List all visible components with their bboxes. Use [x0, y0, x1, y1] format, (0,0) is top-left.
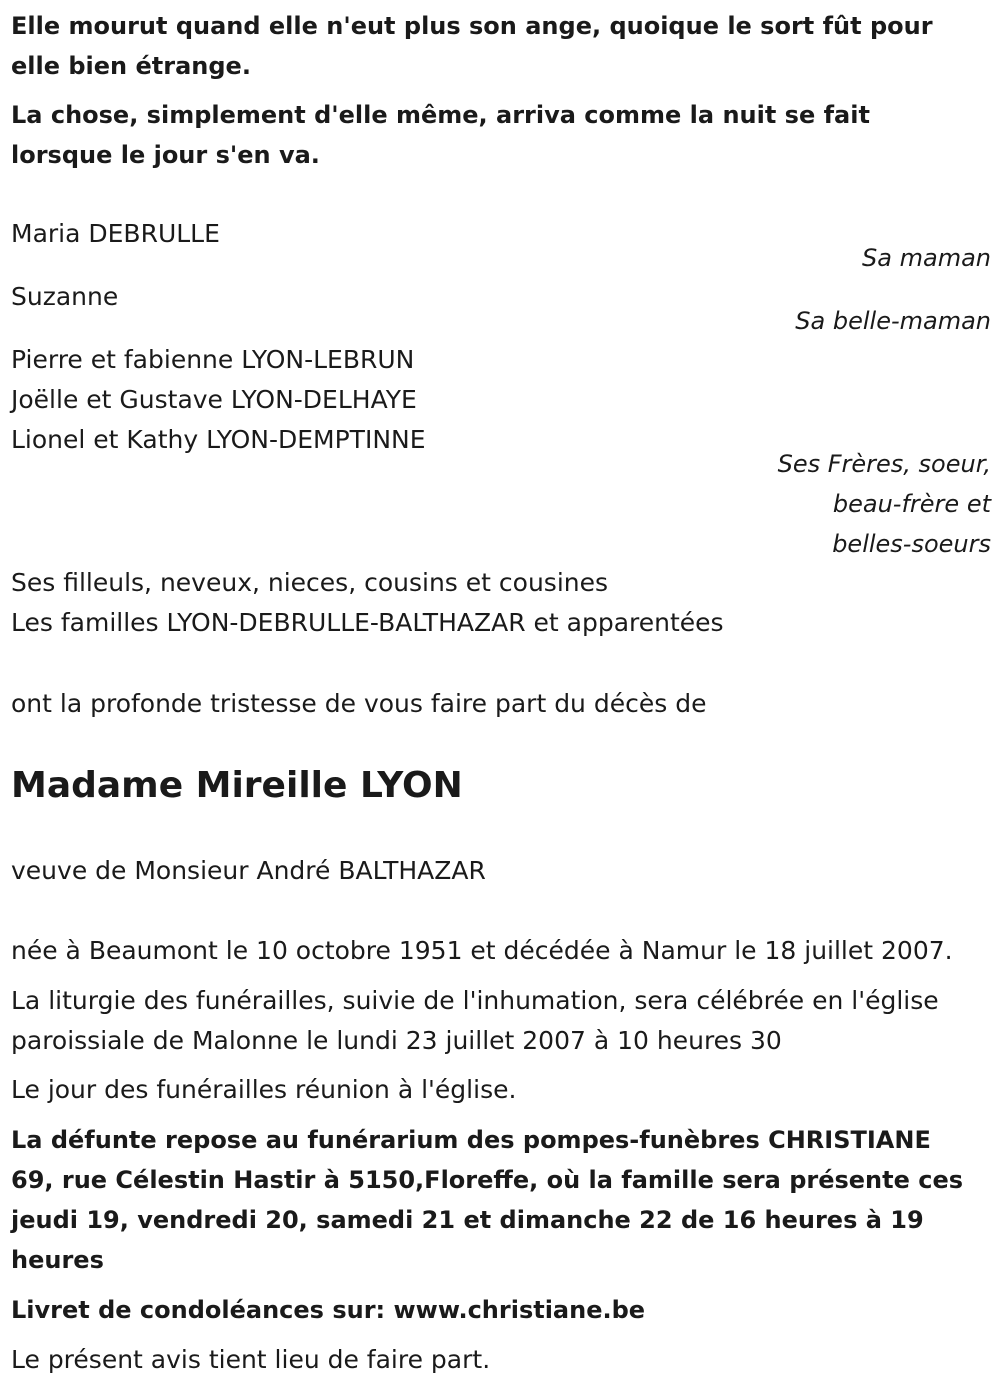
others-line-1: Ses filleuls, neveux, nieces, cousins et cousines — [11, 568, 609, 597]
poem-line-3: La chose, simplement d'elle même, arriva comme la nuit se fait — [11, 101, 870, 129]
announcement: ont la profonde tristesse de vous faire part du décès de — [11, 689, 707, 718]
mother-name: Maria DEBRULLE — [11, 219, 220, 248]
others-line-2: Les familles LYON-DEBRULLE-BALTHAZAR et apparentées — [11, 608, 724, 637]
liturgy-line-1: La liturgie des funérailles, suivie de l'inhumation, sera célébrée en l'église — [11, 986, 939, 1015]
meeting: Le jour des funérailles réunion à l'église. — [11, 1075, 517, 1104]
condolences-link[interactable]: Livret de condoléances sur: www.christiane.be — [11, 1296, 646, 1324]
deceased-name: Madame Mireille LYON — [11, 765, 463, 806]
liturgy-line-2: paroissiale de Malonne le lundi 23 juillet 2007 à 10 heures 30 — [11, 1026, 782, 1055]
mother-in-law-name: Suzanne — [11, 282, 119, 311]
sibling-2: Joëlle et Gustave LYON-DELHAYE — [11, 385, 417, 414]
poem-line-4: lorsque le jour s'en va. — [11, 141, 320, 169]
repose-line-2: 69, rue Célestin Hastir à 5150,Floreffe, où la famille sera présente ces — [11, 1166, 964, 1194]
birth-death: née à Beaumont le 10 octobre 1951 et décédée à Namur le 18 juillet 2007. — [11, 936, 953, 965]
sibling-3: Lionel et Kathy LYON-DEMPTINNE — [11, 425, 426, 454]
sibling-1: Pierre et fabienne LYON-LEBRUN — [11, 345, 415, 374]
siblings-role-3: belles-soeurs — [832, 530, 991, 558]
mother-in-law-role: Sa belle-maman — [795, 307, 991, 335]
repose-line-4: heures — [11, 1246, 104, 1274]
widow-of: veuve de Monsieur André BALTHAZAR — [11, 856, 486, 885]
siblings-role-1: Ses Frères, soeur, — [777, 450, 991, 478]
poem-line-1: Elle mourut quand elle n'eut plus son ange, quoique le sort fût pour — [11, 12, 933, 40]
poem-line-2: elle bien étrange. — [11, 52, 251, 80]
mother-role: Sa maman — [862, 244, 991, 272]
repose-line-1: La défunte repose au funérarium des pompes-funèbres CHRISTIANE — [11, 1126, 931, 1154]
notice: Le présent avis tient lieu de faire part. — [11, 1345, 491, 1374]
repose-line-3: jeudi 19, vendredi 20, samedi 21 et dimanche 22 de 16 heures à 19 — [11, 1206, 924, 1234]
siblings-role-2: beau-frère et — [832, 490, 991, 518]
